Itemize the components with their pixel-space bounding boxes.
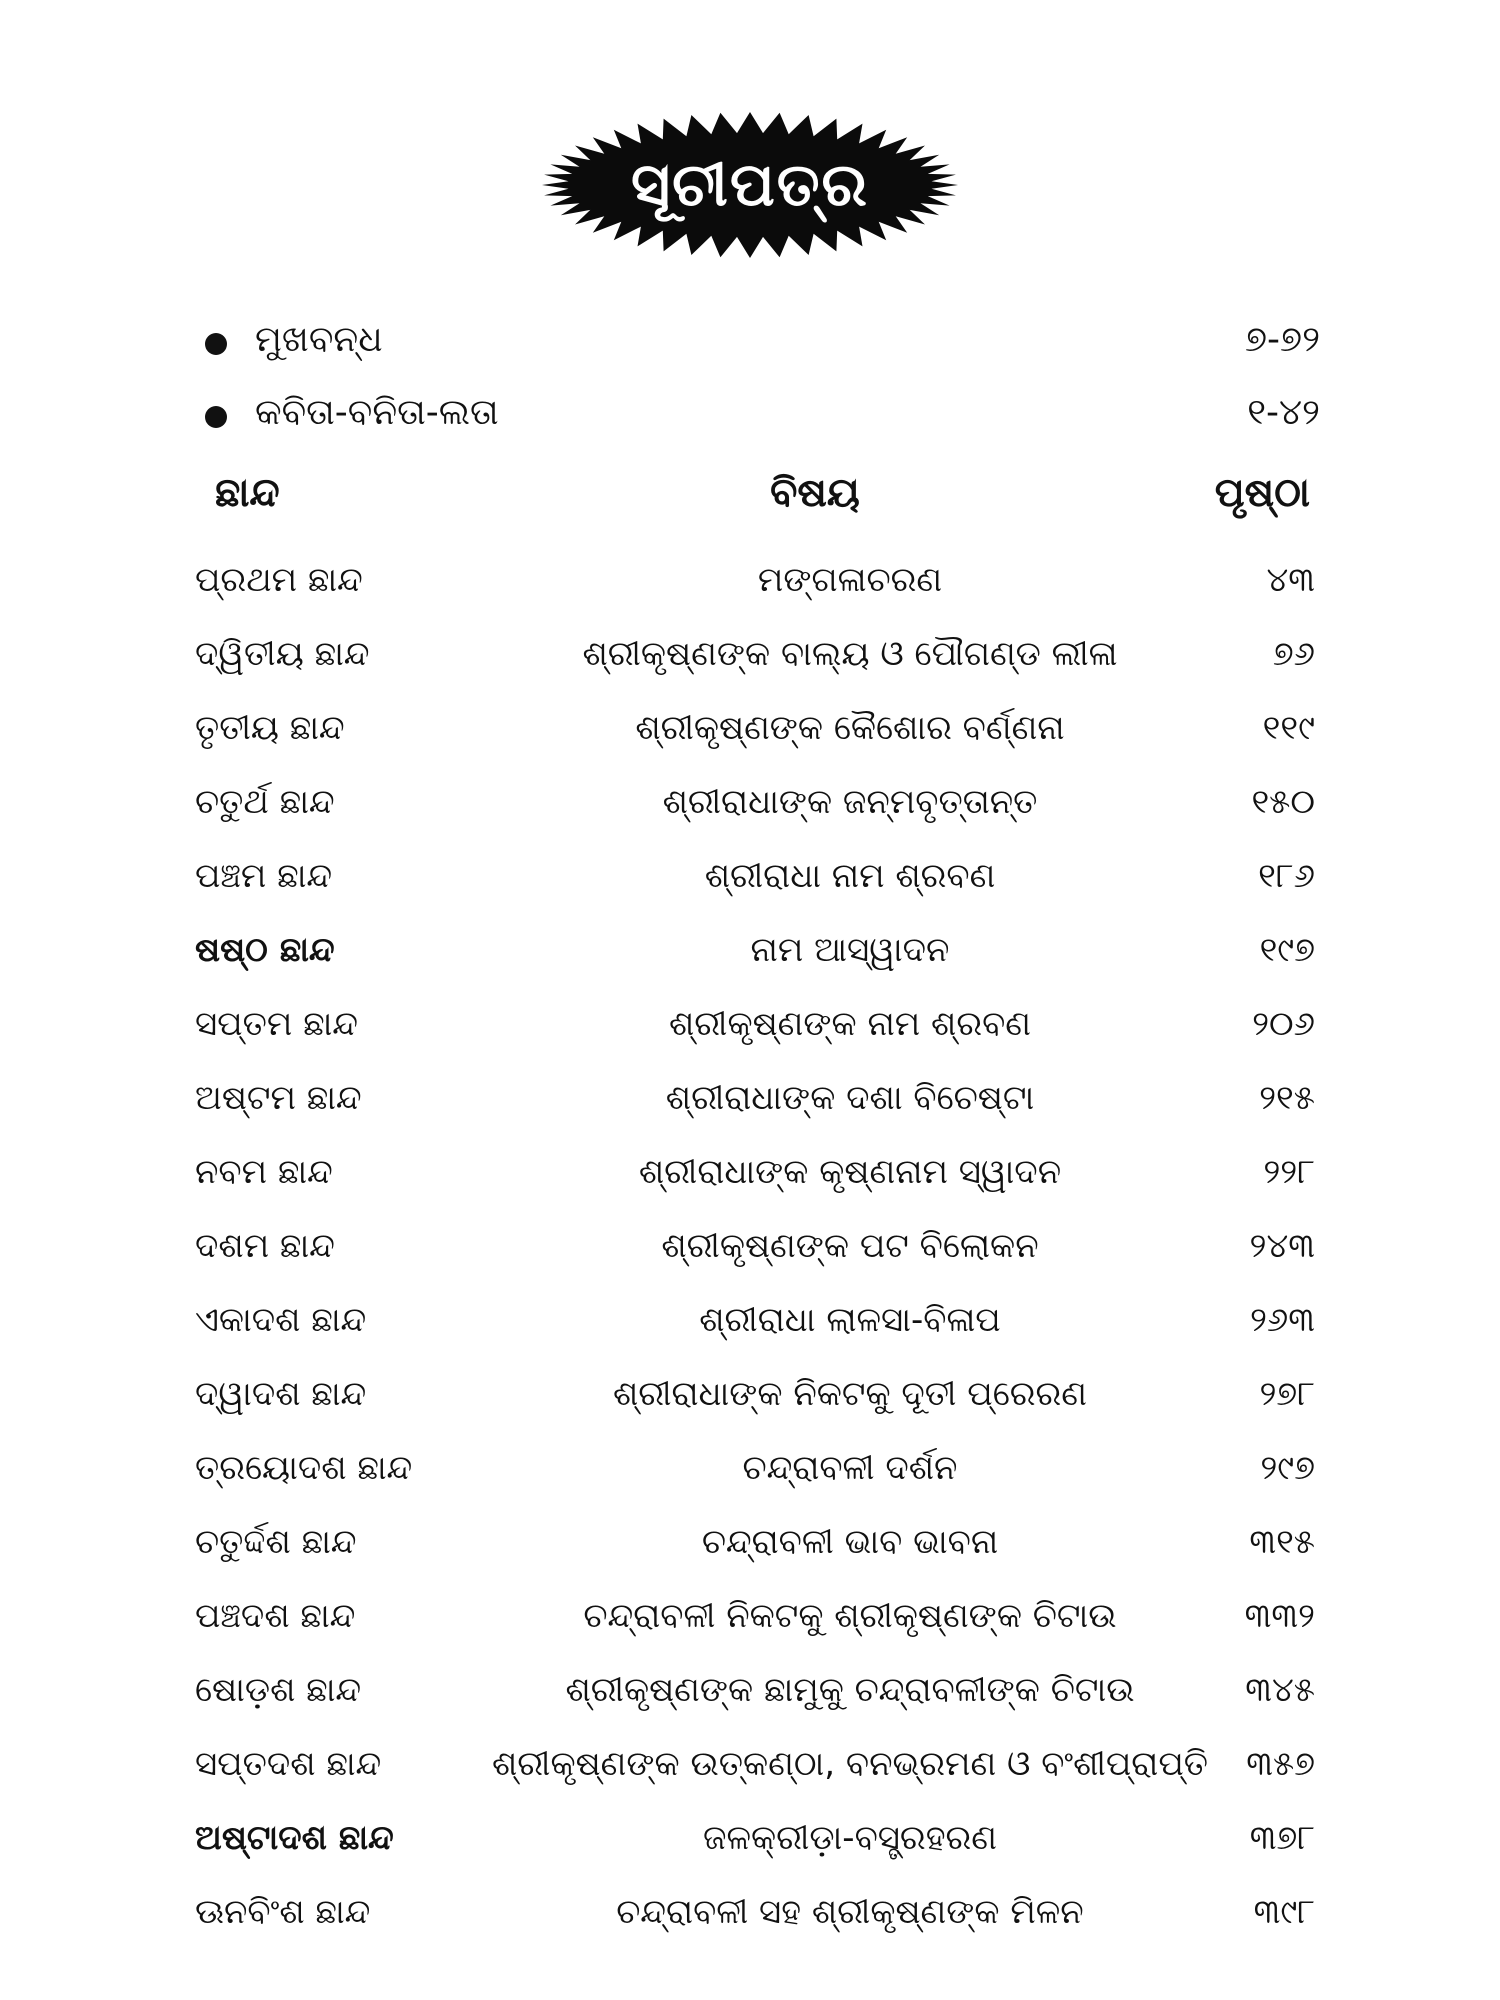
row-chanda: ଅଷ୍ଟମ ଛାନ୍ଦ	[195, 1078, 362, 1118]
table-row	[0, 550, 1500, 624]
row-page: ୪୩	[1266, 560, 1315, 600]
row-subject: ଚନ୍ଦ୍ରାବଳୀ ଦର୍ଶନ	[742, 1448, 958, 1488]
table-row	[0, 1068, 1500, 1142]
table-row	[0, 1734, 1500, 1808]
header-subject: ବିଷୟ	[770, 470, 860, 516]
row-chanda: ଏକାଦଶ ଛାନ୍ଦ	[195, 1300, 367, 1340]
row-subject: ଶ୍ରୀରାଧା ଲାଳସା-ବିଳାପ	[699, 1300, 1001, 1340]
table-row	[0, 624, 1500, 698]
row-subject: ଚନ୍ଦ୍ରାବଳୀ ନିକଟକୁ ଶ୍ରୀକୃଷ୍ଣଙ୍କ ଚିଟାଉ	[583, 1596, 1117, 1636]
header-chanda: ଛାନ୍ଦ	[215, 470, 280, 516]
row-subject: ଚନ୍ଦ୍ରାବଳୀ ସହ ଶ୍ରୀକୃଷ୍ଣଙ୍କ ମିଳନ	[616, 1892, 1084, 1932]
table-header	[0, 470, 1500, 530]
row-page: ୧୧୯	[1262, 708, 1315, 748]
row-page: ୨୦୬	[1252, 1004, 1315, 1044]
row-chanda: ଚତୁର୍ଥ ଛାନ୍ଦ	[195, 782, 335, 822]
row-page: ୨୬୩	[1249, 1300, 1315, 1340]
row-page: ୩୫୭	[1246, 1744, 1315, 1784]
row-subject: ଚନ୍ଦ୍ରାବଳୀ ଭାବ ଭାବନା	[701, 1522, 999, 1562]
intro-item-pages: ୧-୪୨	[1247, 392, 1320, 433]
contents-table	[0, 550, 1500, 1956]
bullet-icon	[205, 333, 227, 355]
intro-item-poem	[205, 388, 1320, 448]
row-page: ୩୪୫	[1245, 1670, 1315, 1710]
row-chanda: ସପ୍ତଦଶ ଛାନ୍ଦ	[195, 1744, 382, 1784]
row-subject: ଶ୍ରୀରାଧା ନାମ ଶ୍ରବଣ	[704, 856, 996, 896]
row-chanda: ନବମ ଛାନ୍ଦ	[195, 1152, 333, 1192]
row-page: ୨୨୮	[1263, 1152, 1315, 1192]
row-subject: ଶ୍ରୀରାଧାଙ୍କ କୃଷ୍ଣନାମ ସ୍ୱାଦନ	[638, 1152, 1062, 1192]
intro-item-label: ମୁଖବନ୍ଧ	[255, 319, 383, 360]
row-chanda: ତ୍ରୟୋଦଶ ଛାନ୍ଦ	[195, 1448, 413, 1488]
intro-item-label: କବିତା-ବନିତା-ଲତା	[255, 392, 499, 433]
intro-item-pages: ୭-୭୨	[1245, 319, 1320, 360]
table-row	[0, 1586, 1500, 1660]
row-subject: ନାମ ଆସ୍ୱାଦନ	[750, 930, 950, 970]
table-row	[0, 698, 1500, 772]
table-row	[0, 1290, 1500, 1364]
row-subject: ଶ୍ରୀରାଧାଙ୍କ ନିକଟକୁ ଦୂତୀ ପ୍ରେରଣ	[613, 1374, 1087, 1414]
row-page: ୩୯୮	[1253, 1892, 1315, 1932]
row-chanda: ତୃତୀୟ ଛାନ୍ଦ	[195, 708, 345, 748]
row-chanda: ଚତୁର୍ଦ୍ଦଶ ଛାନ୍ଦ	[195, 1522, 357, 1562]
row-subject: ଶ୍ରୀରାଧାଙ୍କ ଦଶା ବିଚେଷ୍ଟା	[665, 1078, 1035, 1118]
row-chanda: ଷଷ୍ଠ ଛାନ୍ଦ	[195, 930, 335, 970]
row-chanda: ଦଶମ ଛାନ୍ଦ	[195, 1226, 335, 1266]
row-page: ୩୩୨	[1244, 1596, 1315, 1636]
table-row	[0, 994, 1500, 1068]
table-row	[0, 1808, 1500, 1882]
row-chanda: ଦ୍ୱାଦଶ ଛାନ୍ଦ	[195, 1374, 367, 1414]
row-subject: ଶ୍ରୀକୃଷ୍ଣଙ୍କ ପଟ ବିଲୋକନ	[661, 1226, 1039, 1266]
table-row	[0, 1364, 1500, 1438]
row-subject: ଶ୍ରୀକୃଷ୍ଣଙ୍କ ବାଲ୍ୟ ଓ ପୌଗଣ୍ଡ ଲୀଳା	[582, 634, 1118, 674]
table-row	[0, 1216, 1500, 1290]
row-page: ୨୪୩	[1249, 1226, 1315, 1266]
row-subject: ଶ୍ରୀକୃଷ୍ଣଙ୍କ ଛାମୁକୁ ଚନ୍ଦ୍ରାବଳୀଙ୍କ ଚିଟାଉ	[565, 1670, 1135, 1710]
table-row	[0, 1660, 1500, 1734]
row-chanda: ପଞ୍ଚଦଶ ଛାନ୍ଦ	[195, 1596, 356, 1636]
row-chanda: ସପ୍ତମ ଛାନ୍ଦ	[195, 1004, 359, 1044]
row-chanda: ଦ୍ୱିତୀୟ ଛାନ୍ଦ	[195, 634, 370, 674]
row-chanda: ଊନବିଂଶ ଛାନ୍ଦ	[195, 1892, 371, 1932]
row-subject: ମଙ୍ଗଳାଚରଣ	[757, 560, 943, 600]
row-subject: ଶ୍ରୀକୃଷ୍ଣଙ୍କ କୈଶୋର ବର୍ଣ୍ଣନା	[635, 708, 1065, 748]
row-page: ୩୧୫	[1249, 1522, 1315, 1562]
table-row	[0, 1882, 1500, 1956]
table-row	[0, 1142, 1500, 1216]
row-chanda: ପଞ୍ଚମ ଛାନ୍ଦ	[195, 856, 333, 896]
row-subject: ଜଳକ୍ରୀଡ଼ା-ବସ୍ତ୍ରହରଣ	[703, 1818, 997, 1858]
row-page: ୩୭୮	[1249, 1818, 1315, 1858]
row-chanda: ପ୍ରଥମ ଛାନ୍ଦ	[195, 560, 363, 600]
row-subject: ଶ୍ରୀରାଧାଙ୍କ ଜନ୍ମବୃତ୍ତାନ୍ତ	[662, 782, 1038, 822]
row-page: ୨୯୭	[1260, 1448, 1315, 1488]
row-page: ୧୮୬	[1258, 856, 1315, 896]
row-chanda: ଅଷ୍ଟାଦଶ ଛାନ୍ଦ	[195, 1818, 394, 1858]
title-badge	[540, 110, 960, 260]
row-page: ୧୫୦	[1251, 782, 1315, 822]
row-page: ୨୧୫	[1259, 1078, 1315, 1118]
table-row	[0, 1512, 1500, 1586]
header-page: ପୃଷ୍ଠା	[1214, 470, 1310, 516]
row-subject: ଶ୍ରୀକୃଷ୍ଣଙ୍କ ଉତ୍କଣ୍ଠା, ବନଭ୍ରମଣ ଓ ବଂଶୀପ୍ରାପ୍ତି	[491, 1744, 1209, 1784]
table-row	[0, 920, 1500, 994]
row-chanda: ଷୋଡ଼ଶ ଛାନ୍ଦ	[195, 1670, 362, 1710]
table-row	[0, 772, 1500, 846]
intro-item-foreword	[205, 315, 1320, 375]
table-row	[0, 846, 1500, 920]
table-row	[0, 1438, 1500, 1512]
bullet-icon	[205, 406, 227, 428]
page-title: ସୂଚୀପତ୍ର	[631, 150, 869, 220]
row-subject: ଶ୍ରୀକୃଷ୍ଣଙ୍କ ନାମ ଶ୍ରବଣ	[668, 1004, 1032, 1044]
row-page: ୨୭୮	[1259, 1374, 1315, 1414]
row-page: ୭୬	[1272, 634, 1315, 674]
row-page: ୧୯୭	[1259, 930, 1315, 970]
